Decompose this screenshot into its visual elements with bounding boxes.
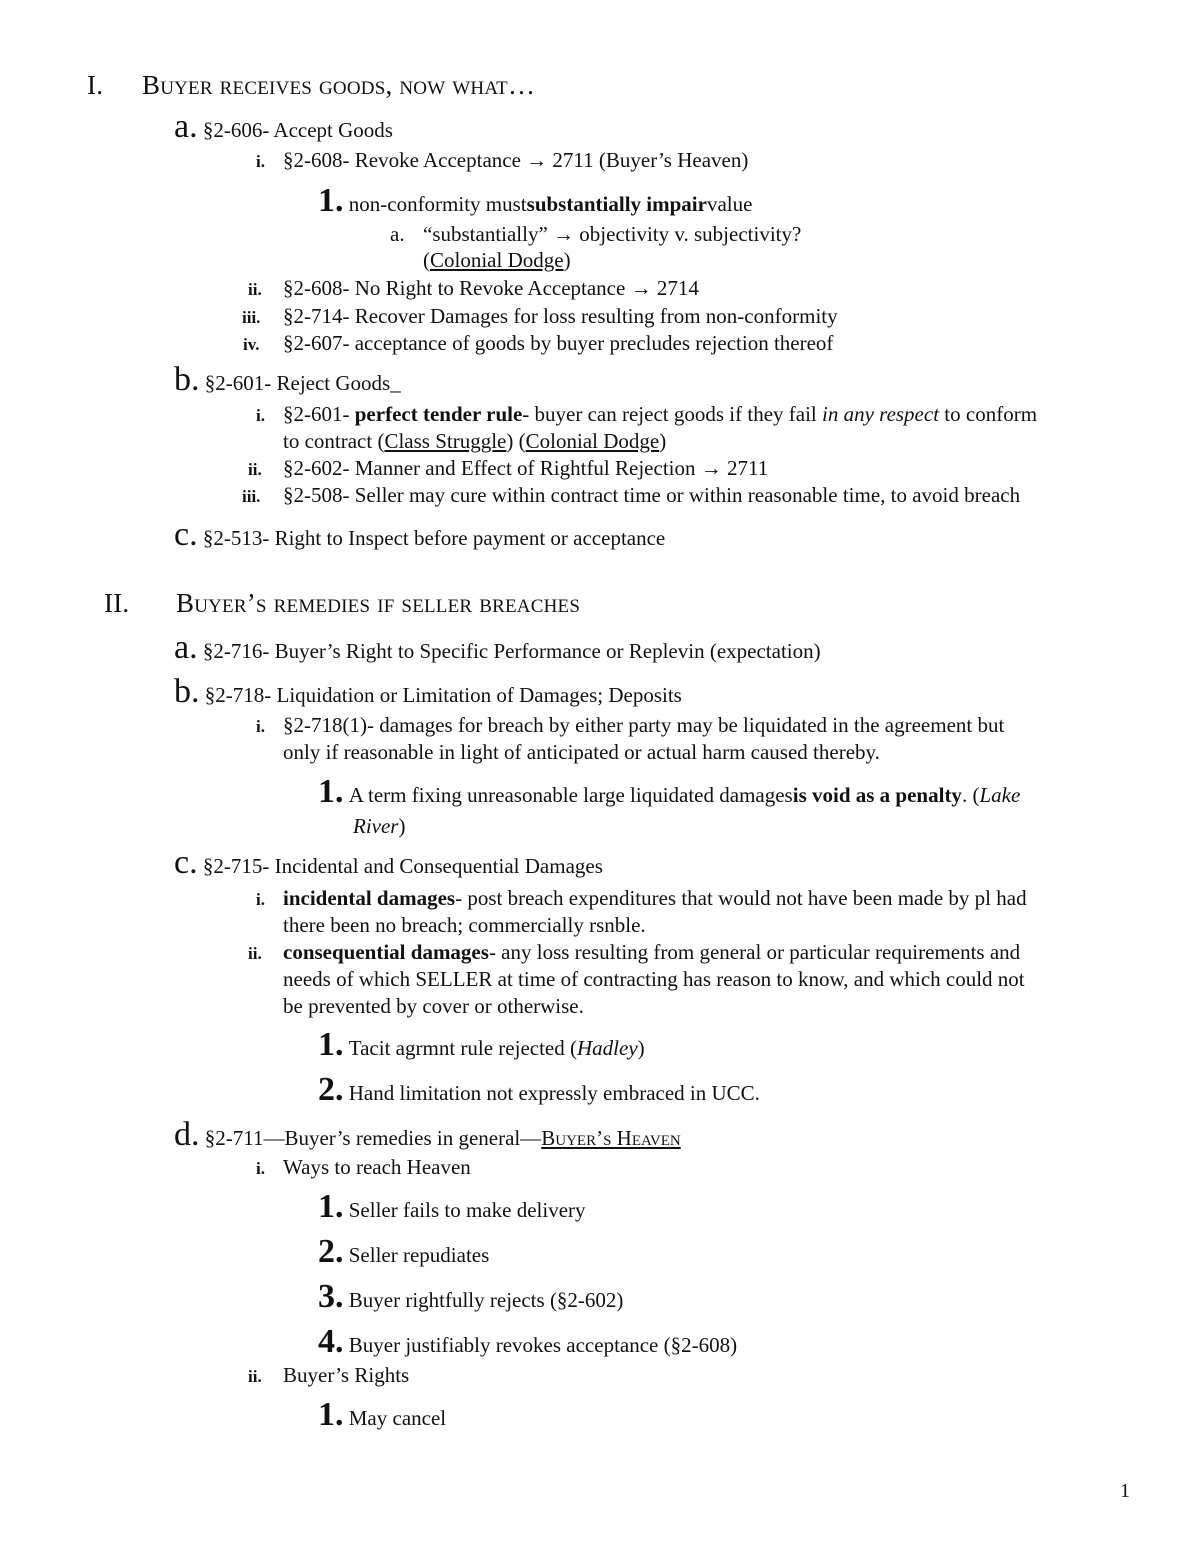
item-text: “substantially” → objectivity v. subjectivity? [423,222,802,246]
item-label: i. [256,717,265,736]
text: needs of which SELLER at time of contracting has reason to know, and which could not [283,967,1025,991]
italic-case-name: Lake [979,783,1021,807]
item-label: c. [174,844,198,881]
item-text: May cancel [348,1406,447,1430]
case-citation-line [423,250,571,271]
section-title: Buyer’s remedies if seller breaches [176,588,581,618]
outline-item-1 [318,1028,645,1062]
outline-item-a [174,110,393,144]
item-label: ii. [248,944,262,963]
text: be prevented by cover or otherwise. [283,994,584,1018]
outline-item-i [256,1155,471,1179]
item-text: §2-601- Reject Goods [204,371,391,395]
item-text: §2-716- Buyer’s Right to Specific Performance or Replevin (expectation) [202,639,821,663]
item-continuation [283,996,584,1017]
item-text: §2-718(1)- damages for breach by either party may be liquidated in the agreement but [283,713,1005,737]
item-text: Buyer justifiably revokes acceptance (§2-608) [348,1333,738,1357]
text: ) ( [506,429,526,453]
item-text-post: value [706,192,753,216]
outline-item-ii [248,276,699,300]
buyers-heaven-link: Buyer’s Heaven [541,1126,681,1150]
outline-item-2 [318,1235,489,1269]
outline-item-d [174,1118,681,1152]
paren: ( [423,248,430,272]
outline-item-b [174,675,682,709]
outline-item-1 [318,1398,446,1432]
item-text: §2-602- Manner and Effect of Rightful Rejection → 2711 [283,456,769,480]
trailing-mark: _ [390,371,401,395]
item-label: i. [256,890,265,909]
item-text: §2-714- Recover Damages for loss resulting from non-conformity [283,304,838,328]
italic-case-name: River [353,814,399,838]
item-label: b. [174,673,200,710]
item-label: a. [174,108,198,145]
item-label: 1. [318,1026,344,1063]
item-text: §2-513- Right to Inspect before payment or acceptance [202,526,666,550]
outline-item-1 [318,775,1020,809]
section-title: Buyer receives goods, now what… [142,70,536,100]
outline-item-iv [243,331,834,355]
item-text: Buyer’s Rights [283,1363,410,1387]
item-label: 2. [318,1071,344,1108]
item-label: 2. [318,1233,344,1270]
bold-phrase: substantially impair [526,192,707,216]
outline-item-i [256,402,1038,426]
text: ) [637,1036,645,1060]
item-text-pre: §2-601- [283,402,355,426]
item-text: §2-607- acceptance of goods by buyer precludes rejection thereof [283,331,834,355]
outline-item-i [256,148,749,172]
item-label: i. [256,406,265,425]
case-cite-colonial-dodge: Colonial Dodge [525,429,660,453]
page-number: 1 [1120,1480,1130,1502]
item-text: Buyer rightfully rejects (§2-602) [348,1288,624,1312]
item-text: - post breach expenditures that would not have been made by pl had [455,886,1027,910]
item-text: §2-606- Accept Goods [202,118,393,142]
outline-item-iii [242,304,838,328]
item-text: §2-608- Revoke Acceptance → 2711 (Buyer’s Heaven) [283,148,749,172]
item-continuation [283,431,666,452]
item-text: §2-711—Buyer’s remedies in general— [204,1126,542,1150]
item-label: 1. [318,182,344,219]
item-label: a. [390,222,405,246]
section-number: I. [87,70,104,100]
item-continuation [353,816,405,837]
bold-term: incidental damages [283,886,456,910]
item-label: iii. [242,487,261,506]
text: there been no breach; commercially rsnble. [283,913,646,937]
item-text-mid: . ( [961,783,980,807]
bold-phrase: is void as a penalty [792,783,962,807]
outline-item-1 [318,1190,586,1224]
item-text: Ways to reach Heaven [283,1155,471,1179]
section-number: II. [104,588,130,618]
item-label: ii. [248,280,262,299]
outline-item-i [256,886,1027,910]
text: to contract ( [283,429,385,453]
item-text: §2-508- Seller may cure within contract time or within reasonable time, to avoid breach [283,483,1021,507]
outline-item-ii [248,456,769,480]
item-label: 1. [318,773,344,810]
text: ) [398,814,406,838]
item-label: c. [174,516,198,553]
outline-item-2 [318,1073,760,1107]
paren: ) [563,248,571,272]
outline-item-c [174,518,665,552]
item-label: 1. [318,1396,344,1433]
item-label: b. [174,361,200,398]
item-text-pre: A term fixing unreasonable large liquidated damages [348,783,793,807]
outline-item-c [174,846,603,880]
item-text-pre: non-conformity must [348,192,527,216]
section-heading-2 [104,588,581,618]
item-label: iv. [243,335,260,354]
item-label: 4. [318,1323,344,1360]
text: only if reasonable in light of anticipated or actual harm caused thereby. [283,740,880,764]
item-text: §2-715- Incidental and Consequential Damages [202,854,603,878]
text: ) [659,429,667,453]
item-continuation [283,969,1025,990]
case-cite-class-struggle: Class Struggle [384,429,507,453]
outline-item-ii [248,1363,410,1387]
item-label: i. [256,152,265,171]
item-continuation [283,915,646,936]
outline-item-4 [318,1325,737,1359]
item-label: d. [174,1116,200,1153]
item-text: Seller repudiates [348,1243,490,1267]
item-text: §2-608- No Right to Revoke Acceptance → 2714 [283,276,699,300]
bold-term: consequential damages [283,940,489,964]
item-label: ii. [248,460,262,479]
item-label: 3. [318,1278,344,1315]
outline-item-iii [242,483,1021,507]
italic-phrase: in any respect [822,402,940,426]
item-text: - any loss resulting from general or particular requirements and [488,940,1021,964]
item-label: iii. [242,308,261,327]
bold-phrase: perfect tender rule [354,402,523,426]
item-text: §2-718- Liquidation or Limitation of Damages; Deposits [204,683,682,707]
outline-item-3 [318,1280,623,1314]
section-heading-1 [87,70,536,100]
item-text: Seller fails to make delivery [348,1198,586,1222]
outline-item-ii [248,940,1021,964]
item-text-mid: - buyer can reject goods if they fail [522,402,823,426]
item-text-post: to conform [939,402,1038,426]
item-label: ii. [248,1367,262,1386]
item-label: i. [256,1159,265,1178]
outline-item-b [174,363,401,397]
item-label: 1. [318,1188,344,1225]
item-text: Hand limitation not expressly embraced in UCC. [348,1081,760,1105]
outline-item-a [174,631,821,665]
outline-item-1 [318,184,752,218]
item-continuation [283,742,880,763]
case-cite-colonial-dodge: Colonial Dodge [430,248,564,272]
italic-case-name: Hadley [577,1036,638,1060]
outline-item-sub-a [390,222,802,246]
outline-item-i [256,713,1005,737]
item-text-pre: Tacit agrmnt rule rejected ( [348,1036,577,1060]
item-label: a. [174,629,198,666]
